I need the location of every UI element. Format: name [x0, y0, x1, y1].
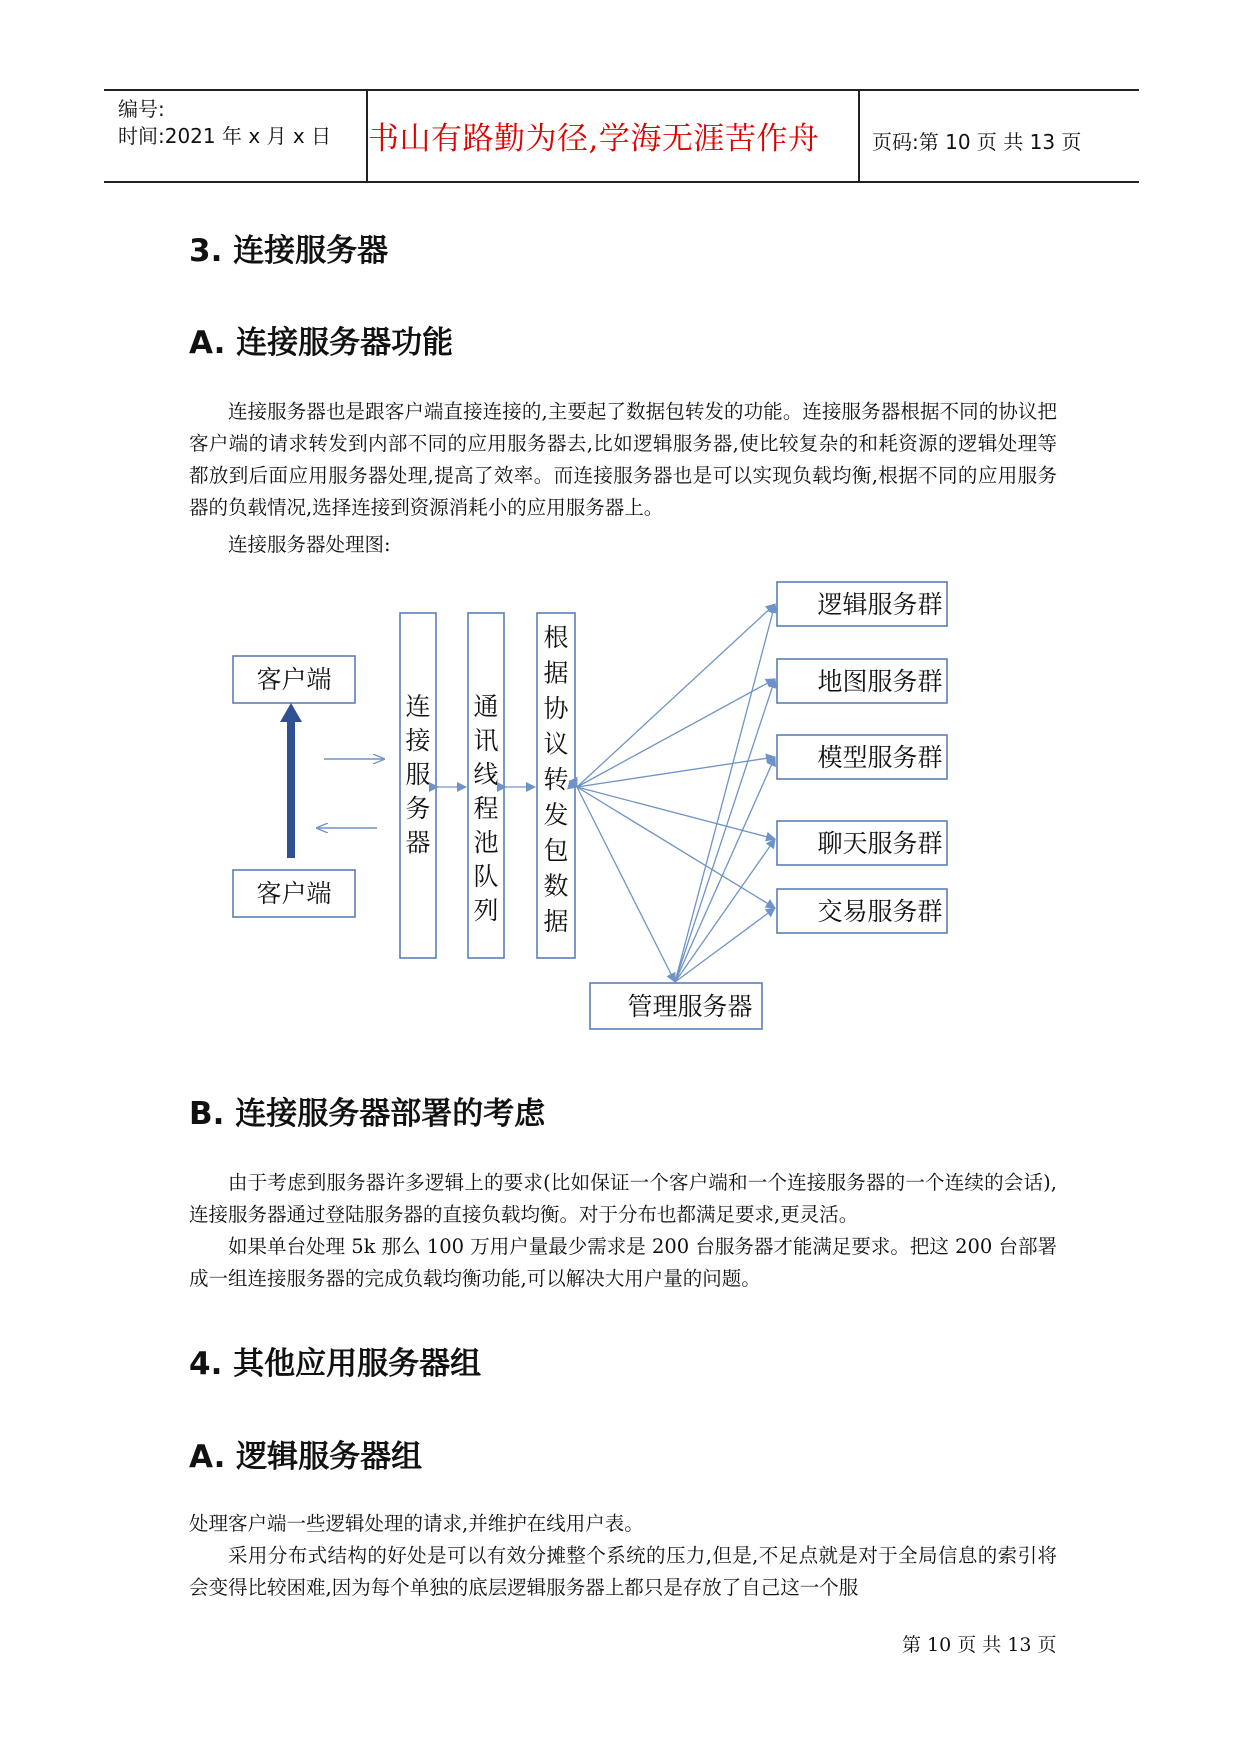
header-motto: 书山有路勤为径,学海无涯苦作舟: [368, 121, 820, 157]
section-3a-paragraph: 连接服务器也是跟客户端直接连接的,主要起了数据包转发的功能。连接服务器根据不同的协议把客户端的请求转发到内部不同的应用服务器去,比如逻辑服务器,使比较复杂的和耗资源的逻辑处理等都放到后面应用服务器处理,提高了效率。而连接服务器也是可以实现负载均衡,根据不同的应用服务器的负载情况,选择连接到资源消耗小的应用服务器上。: [189, 400, 1057, 519]
connection-server-char: 务: [405, 794, 431, 823]
protocol-forward-column-text: [543, 623, 569, 936]
section-3-title: 3. 连接服务器: [189, 233, 389, 269]
section-3b-title: B. 连接服务器部署的考虑: [189, 1096, 546, 1132]
thread-pool-char: 列: [473, 896, 499, 925]
thread-pool-char: 讯: [473, 726, 499, 755]
connection-server-char: 器: [405, 828, 431, 857]
manager-server-box: [590, 983, 762, 1029]
client-thick-arrow-shaft: [287, 720, 295, 858]
section-4a-title: A. 逻辑服务器组: [189, 1439, 423, 1475]
client-thick-arrow-head: [280, 703, 302, 722]
protocol-forward-char: 根: [543, 623, 569, 652]
protocol-forward-char: 包: [543, 836, 569, 865]
manager-to-server-arrow: [675, 604, 775, 982]
figure-caption: 连接服务器处理图:: [228, 533, 391, 556]
protocol-forward-char: 据: [543, 658, 569, 688]
hub-to-server-arrow: [577, 757, 775, 787]
server-group-label: 模型服务群: [817, 743, 943, 772]
thread-pool-column-text: [473, 692, 498, 925]
thread-pool-char: 池: [473, 828, 499, 857]
protocol-forward-char: 议: [543, 729, 569, 759]
server-group-box: [777, 582, 947, 626]
server-group-label: 地图服务群: [817, 667, 943, 696]
protocol-forward-char: 转: [543, 765, 569, 794]
connection-server-char: 服: [405, 760, 431, 789]
protocol-forward-char: 据: [543, 907, 569, 936]
server-group-label: 交易服务群: [817, 897, 943, 926]
page-footer: 第 10 页 共 13 页: [902, 1634, 1057, 1656]
server-group-box: [777, 821, 947, 865]
server-group-box: [777, 659, 947, 703]
thread-pool-char: 通: [473, 692, 499, 721]
thread-pool-char: 程: [473, 794, 499, 823]
section-4-title: 4. 其他应用服务器组: [189, 1346, 482, 1382]
connection-server-char: 连: [405, 692, 431, 721]
client-box-bottom: [233, 870, 355, 917]
connection-server-char: 接: [405, 726, 431, 755]
protocol-forward-char: 数: [543, 871, 569, 901]
server-group-label: 聊天服务群: [817, 829, 943, 858]
hub-to-server-arrow: [577, 787, 775, 839]
server-group-box: [777, 889, 947, 933]
manager-to-server-arrow: [675, 679, 775, 982]
section-3b-paragraph-2: 如果单台处理 5k 那么 100 万用户量最少需求是 200 台服务器才能满足要求。把这 200 台部署成一组连接服务器的完成负载均衡功能,可以解决大用户量的问题。: [189, 1235, 1057, 1290]
manager-to-server-arrow: [675, 908, 775, 982]
header-time-label: 时间:2021 年 x 月 x 日: [118, 124, 332, 148]
protocol-forward-char: 协: [543, 694, 569, 723]
thread-pool-char: 线: [473, 760, 499, 789]
section-4a-paragraph: 采用分布式结构的好处是可以有效分摊整个系统的压力,但是,不足点就是对于全局信息的索引将会变得比较困难,因为每个单独的底层逻辑服务器上都只是存放了自己这一个服: [189, 1544, 1057, 1599]
manager-server-label: 管理服务器: [627, 992, 753, 1021]
server-group-label: 逻辑服务群: [817, 590, 943, 619]
section-3b-paragraph-1: 由于考虑到服务器许多逻辑上的要求(比如保证一个客户端和一个连接服务器的一个连续的会话),连接服务器通过登陆服务器的直接负载均衡。对于分布也都满足要求,更灵活。: [189, 1171, 1057, 1226]
client-box-top: [233, 656, 355, 703]
server-group-box: [777, 735, 947, 779]
connection-server-column-text: [405, 692, 431, 857]
header-number-label: 编号:: [118, 97, 165, 121]
thread-pool-char: 队: [473, 862, 499, 891]
header-page-label: 页码:第 10 页 共 13 页: [872, 130, 1082, 154]
protocol-forward-char: 发: [543, 800, 569, 830]
client-box-top-label: 客户端: [256, 665, 332, 694]
client-box-bottom-label: 客户端: [256, 879, 332, 908]
section-4a-line-1: 处理客户端一些逻辑处理的请求,并维护在线用户表。: [189, 1512, 644, 1535]
manager-to-server-arrow: [675, 839, 775, 982]
section-3a-title: A. 连接服务器功能: [189, 325, 454, 361]
